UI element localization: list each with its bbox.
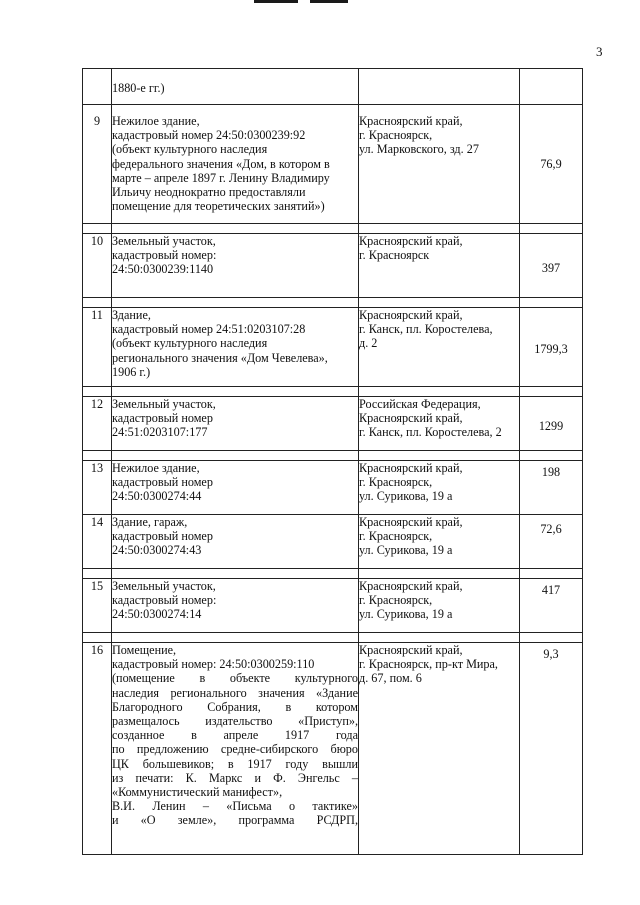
description-line: (помещение в объекте культурного: [112, 671, 358, 686]
object-address: Красноярский край, г. Красноярск: [359, 234, 520, 298]
table-row: [83, 105, 583, 224]
object-area: 76,9: [520, 105, 583, 224]
description-line: размещалось издательство «Приступ»,: [112, 714, 358, 729]
object-area: 72,6: [520, 515, 583, 569]
object-address: Красноярский край, г. Красноярск, ул. Сурикова, 19 а: [359, 515, 520, 569]
object-address: Красноярский край, г. Красноярск, ул. Сурикова, 19 а: [359, 461, 520, 515]
object-description: Здание, кадастровый номер 24:51:0203107:28 (объект культурного наследия регионального значения «Дом Чевелева», 1906 г.): [112, 308, 359, 387]
object-address: Красноярский край, г. Красноярск, ул. Сурикова, 19 а: [359, 579, 520, 633]
description-line: ЦК большевиков; в 1917 году вышли: [112, 756, 358, 771]
object-address: [359, 69, 520, 105]
description-line: наследия регионального значения «Здание: [112, 685, 358, 700]
row-number: 9: [83, 105, 112, 224]
row-number: 14: [83, 515, 112, 569]
object-description: Земельный участок, кадастровый номер: 24:50:0300274:14: [112, 579, 359, 633]
row-number: 13: [83, 461, 112, 515]
table-row: [83, 579, 583, 633]
object-address: Красноярский край, г. Канск, пл. Коростелева, д. 2: [359, 308, 520, 387]
row-number: 11: [83, 308, 112, 387]
table-row: [83, 234, 583, 298]
object-address: Российская Федерация, Красноярский край, г. Канск, пл. Коростелева, 2: [359, 397, 520, 451]
description-line: из печати: К. Маркс и Ф. Энгельс –: [112, 770, 358, 785]
object-description: Здание, гараж, кадастровый номер 24:50:0300274:43: [112, 515, 359, 569]
object-description: 1880-е гг.): [112, 69, 359, 105]
row-spacer: [83, 224, 583, 234]
object-area: 1799,3: [520, 308, 583, 387]
row-number: [83, 69, 112, 105]
top-edge-mark-left: [254, 0, 298, 3]
object-area: 198: [520, 461, 583, 515]
object-area: [520, 69, 583, 105]
description-line: «Коммунистический манифест»,: [112, 785, 283, 800]
top-edge-mark-right: [310, 0, 348, 3]
description-line: и «О земле», программа РСДРП,: [112, 813, 358, 828]
object-area: 9,3: [520, 643, 583, 855]
description-line: В.И. Ленин – «Письма о тактике»: [112, 799, 358, 814]
object-address: Красноярский край, г. Красноярск, ул. Марковского, зд. 27: [359, 105, 520, 224]
row-number: 15: [83, 579, 112, 633]
object-description: [112, 643, 359, 855]
page-number: 3: [596, 44, 603, 59]
property-table: [82, 68, 583, 855]
table-row: [83, 461, 583, 515]
row-number: 16: [83, 643, 112, 855]
table-row: [83, 397, 583, 451]
table-row: [83, 69, 583, 105]
table-row: [83, 308, 583, 387]
object-area: 417: [520, 579, 583, 633]
object-address: Красноярский край, г. Красноярск, пр-кт Мира, д. 67, пом. 6: [359, 643, 520, 855]
description-line: Помещение,: [112, 643, 177, 657]
object-description: Нежилое здание, кадастровый номер 24:50:0300239:92 (объект культурного наследия федерального значения «Дом, в котором в марте – апреле 1897 г. Ленину Владимиру Ильичу неоднократно предоставляли помещение для теоретических занятий»): [112, 105, 359, 224]
row-number: 12: [83, 397, 112, 451]
object-description: Земельный участок, кадастровый номер 24:51:0203107:177: [112, 397, 359, 451]
row-spacer: [83, 569, 583, 579]
description-line: кадастровый номер: 24:50:0300259:110: [112, 657, 315, 672]
object-description: Нежилое здание, кадастровый номер 24:50:0300274:44: [112, 461, 359, 515]
row-spacer: [83, 633, 583, 643]
description-line: созданное в апреле 1917 года: [112, 728, 358, 743]
row-spacer: [83, 298, 583, 308]
description-line: по предложению средне-сибирского бюро: [112, 742, 358, 757]
table-row: [83, 515, 583, 569]
object-area: 1299: [520, 397, 583, 451]
table-row: [83, 643, 583, 855]
row-number: 10: [83, 234, 112, 298]
object-area: 397: [520, 234, 583, 298]
row-spacer: [83, 387, 583, 397]
object-description: Земельный участок, кадастровый номер: 24:50:0300239:1140: [112, 234, 359, 298]
description-line: Благородного Собрания, в котором: [112, 699, 358, 714]
row-spacer: [83, 451, 583, 461]
